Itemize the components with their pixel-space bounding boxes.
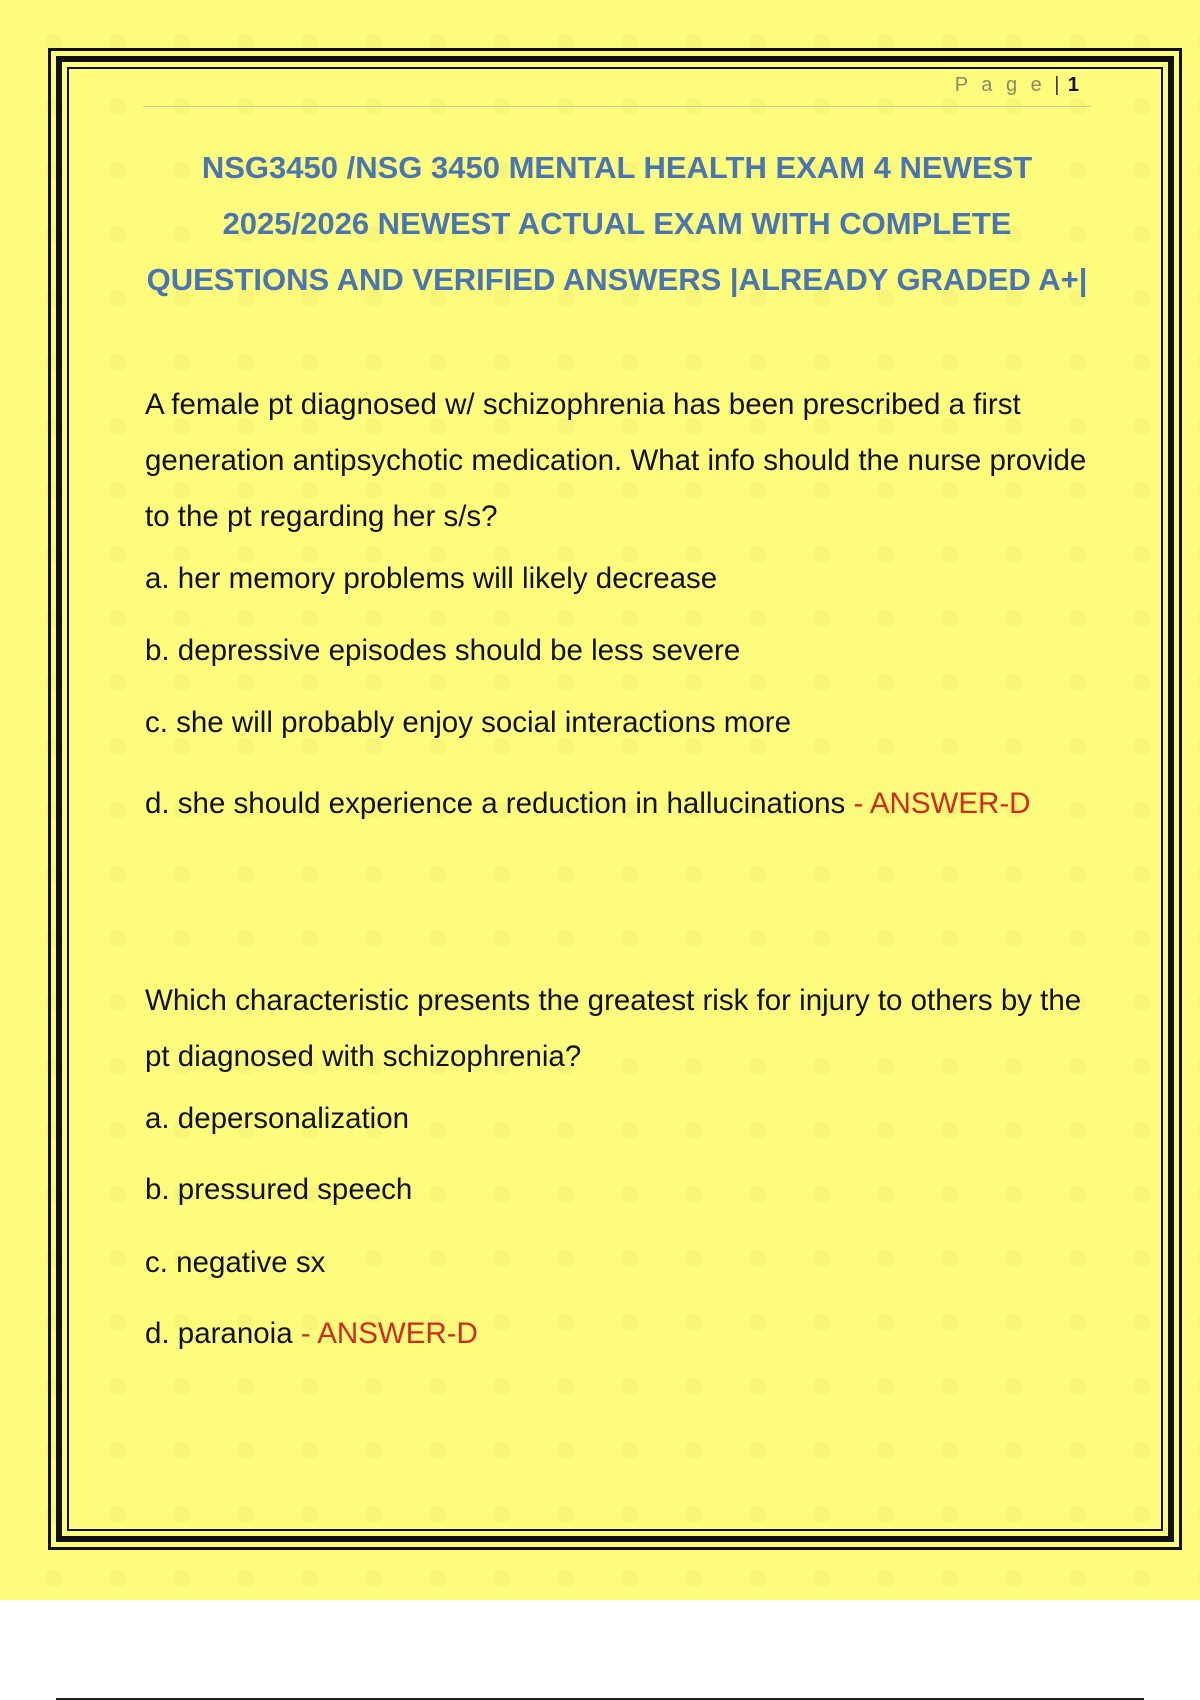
question-stem: Which characteristic presents the greatest risk for injury to others by the pt diagnosed with schizophrenia? (145, 984, 1082, 1073)
page-separator: | (1054, 74, 1060, 96)
page-number: 1 (1067, 74, 1079, 96)
option-a: a. her memory problems will likely decrease (145, 562, 718, 595)
answer-label: - ANSWER-D (292, 1317, 478, 1350)
page-header (143, 74, 1091, 107)
option-c: c. negative sx (145, 1246, 326, 1279)
document-title: NSG3450 /NSG 3450 MENTAL HEALTH EXAM 4 NEWEST 2025/2026 NEWEST ACTUAL EXAM WITH COMPLETE QUESTIONS AND VERIFIED ANSWERS |ALREADY GRADED A+| (146, 150, 1088, 297)
option-d: d. she should experience a reduction in hallucinations (145, 787, 846, 820)
question-1 (145, 377, 1095, 832)
option-d-with-answer (145, 1314, 1095, 1354)
option-d-with-answer (145, 776, 1095, 832)
option-b: b. depressive episodes should be less severe (145, 634, 741, 667)
option-c: c. she will probably enjoy social interactions more (145, 706, 792, 739)
question-2 (145, 973, 1095, 1354)
question-stem: A female pt diagnosed w/ schizophrenia has been prescribed a first generation antipsychotic medication. What info should the nurse provide to the pt regarding her s/s? (145, 388, 1087, 533)
answer-label: - ANSWER-D (845, 787, 1031, 820)
page-label: P a g e (954, 74, 1046, 96)
option-d: d. paranoia (145, 1317, 293, 1350)
option-a: a. depersonalization (145, 1102, 410, 1135)
option-b: b. pressured speech (145, 1173, 413, 1206)
